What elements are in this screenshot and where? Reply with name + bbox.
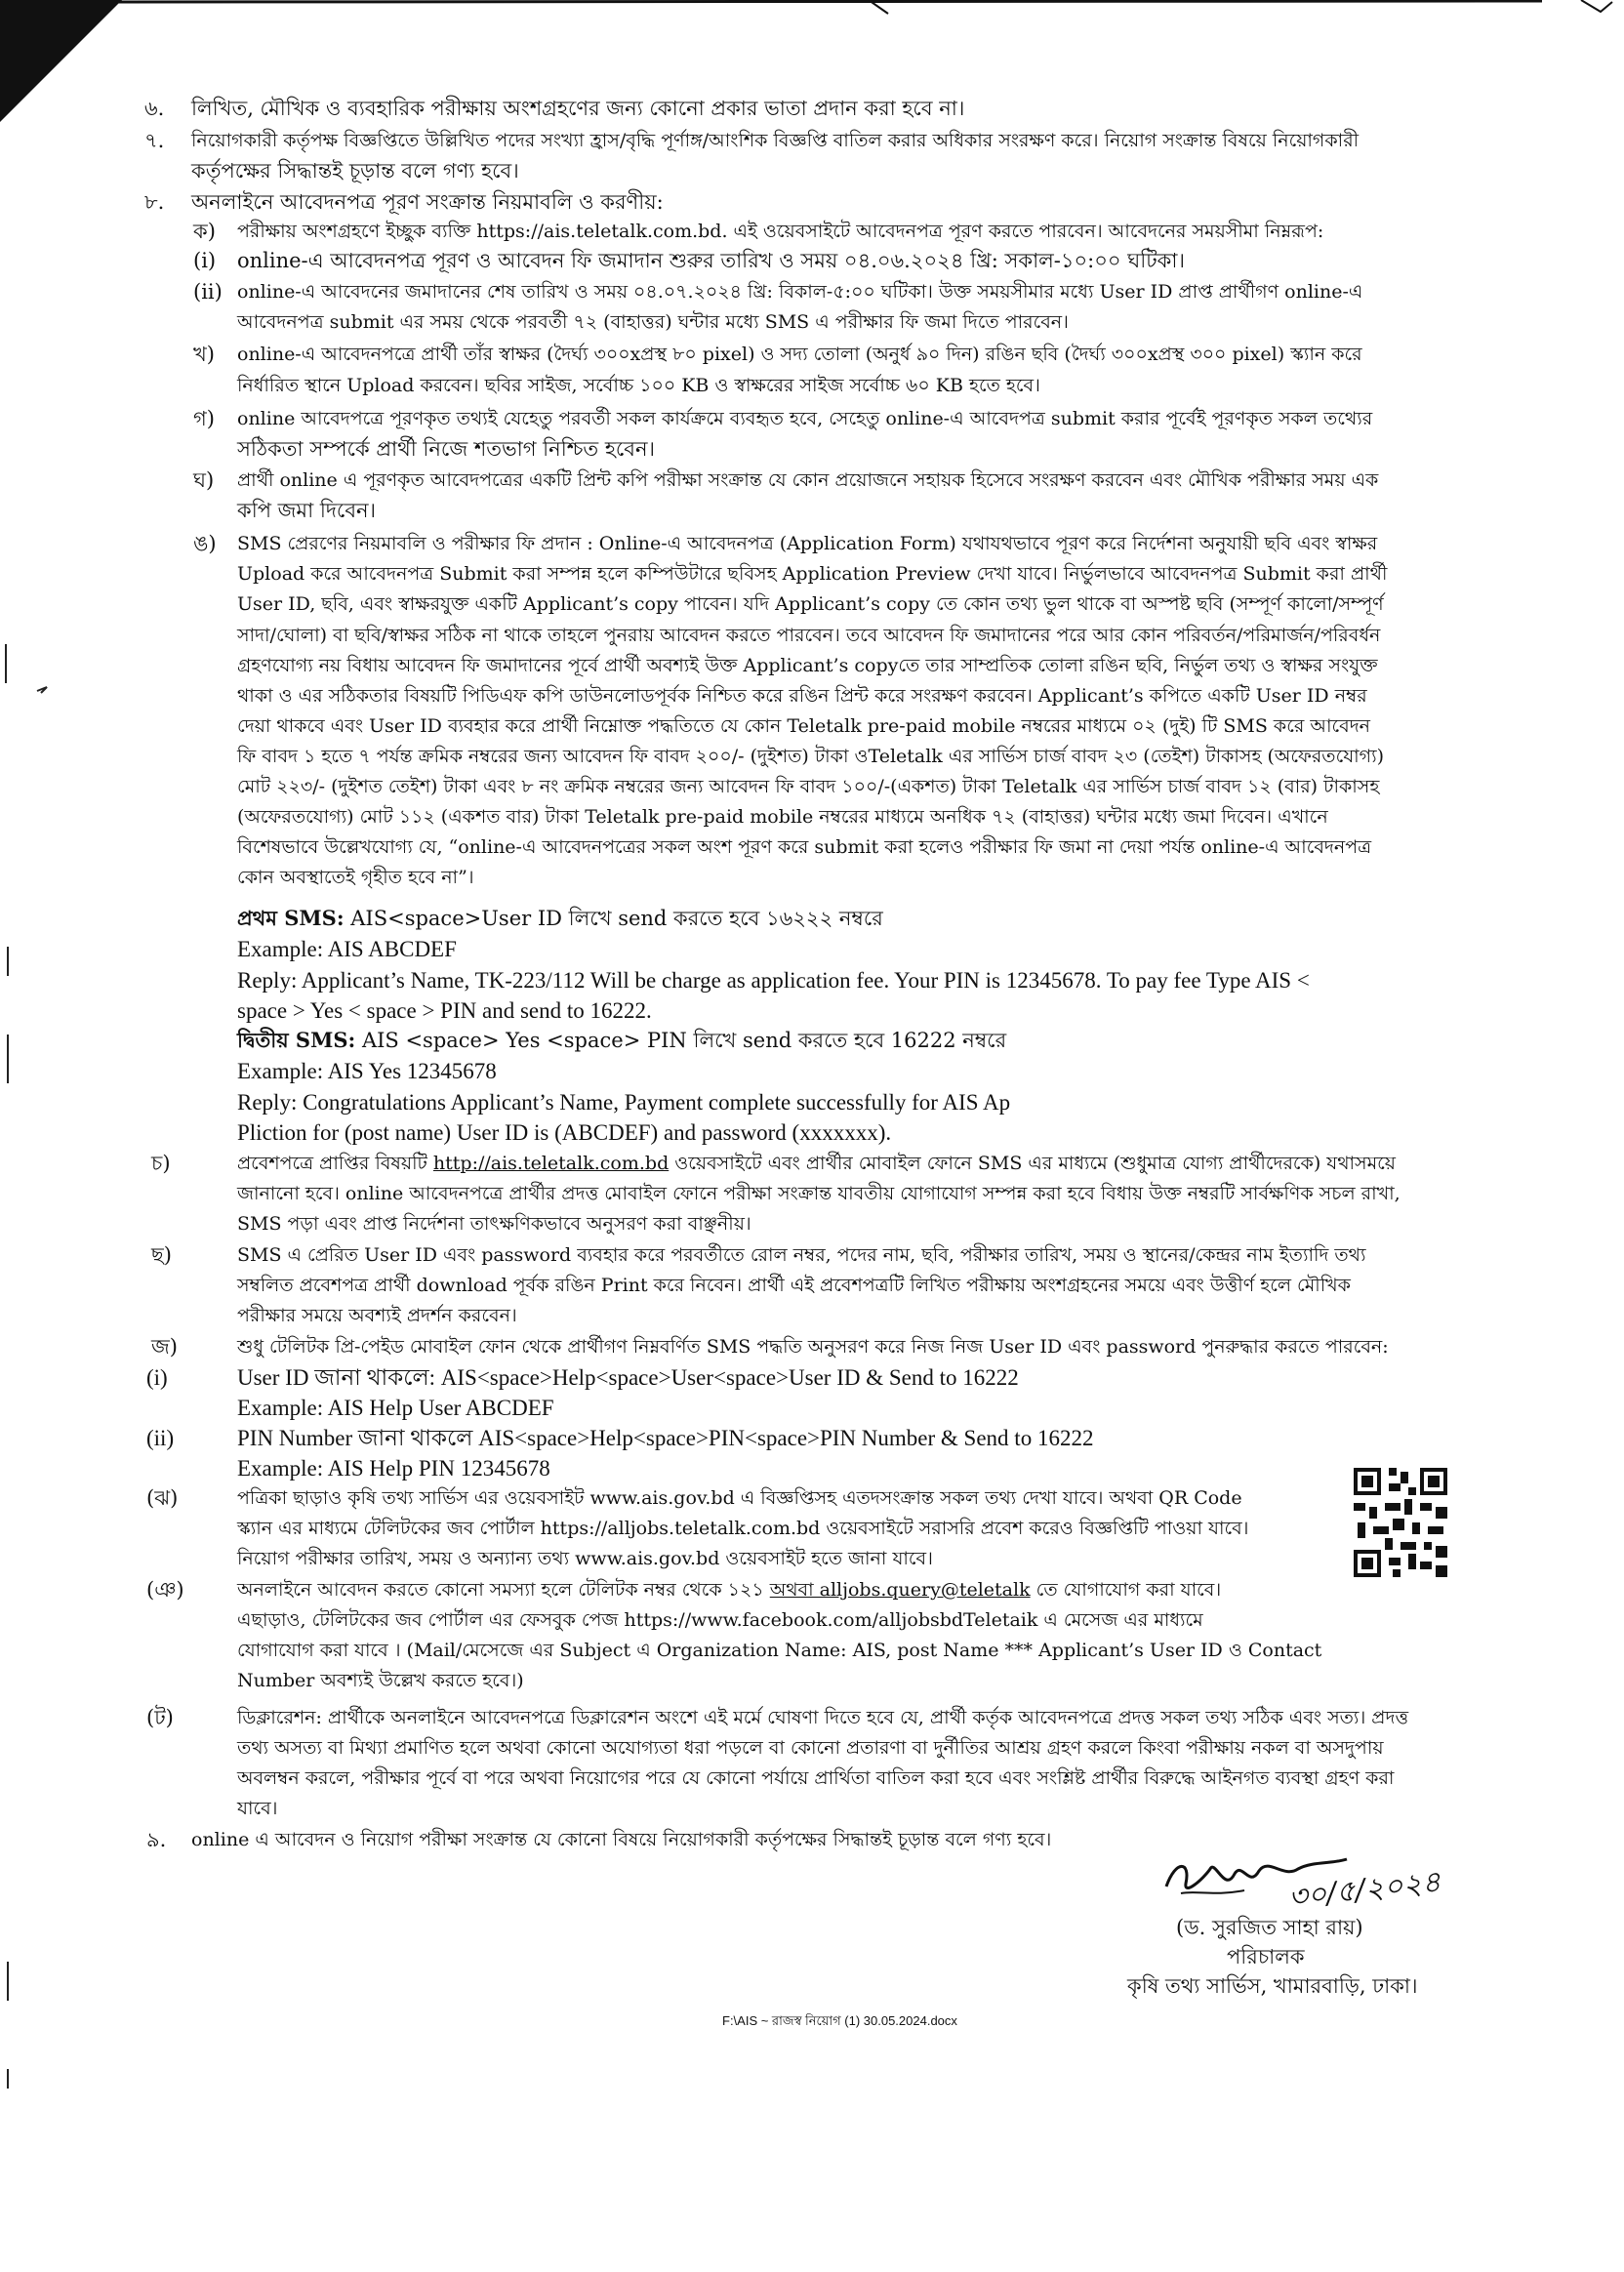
item-ja-ii-line-2: Example: AIS Help PIN 12345678 — [237, 1456, 550, 1481]
item-7-number: ৭. — [144, 129, 165, 152]
item-ka-i-text: online-এ আবেদনপত্র পূরণ ও আবেদন ফি জমাদান শুরুর তারিখ ও সময় ০৪.০৬.২০২৪ খ্রি: সকাল-১০:০০ ঘটিকা। — [237, 249, 1185, 272]
item-ka-i-number: (i) — [193, 249, 217, 272]
item-uma-line-9: মোট ২২৩/- (দুইশত তেইশ) টাকা এবং ৮ নং ক্রমিক নম্বরের জন্য আবেদন ফি বাবদ ১০০/-(একশত) টাকা Teletalk এর সার্ভিস চার্জ বাবদ ১২ (বার) টাকাসহ — [237, 776, 1380, 797]
sms-2-instruction — [237, 1025, 1006, 1056]
item-ja-ii-number: (ii) — [146, 1426, 175, 1450]
item-ta-line-4: যাবে। — [237, 1798, 278, 1819]
item-nya-line-4: Number অবশ্যই উল্লেখ করতে হবে।) — [237, 1670, 524, 1691]
item-ka-ii-number: (ii) — [193, 280, 223, 304]
scan-left-marks — [0, 625, 59, 2147]
sms-2-reply-line-2: Pliction for (post name) User ID is (ABCDEF) and password (xxxxxxx). — [237, 1120, 892, 1145]
item-6-number: ৬. — [144, 97, 165, 120]
item-ga-number: গ) — [193, 407, 215, 430]
item-uma-line-7: দেয়া থাকবে এবং User ID ব্যবহার করে প্রার্থী নিম্নোক্ত পদ্ধতিতে যে কোন Teletalk pre-paid mobile নম্বরের মাধ্যমে ০২ (দুই) টি SMS করে আবেদন — [237, 715, 1371, 737]
item-9-number: ৯. — [146, 1828, 167, 1851]
sms-1-reply-line-2: space > Yes < space > PIN and send to 16222. — [237, 998, 652, 1023]
item-uma-line-8: ফি বাবদ ১ হতে ৭ পর্যন্ত ক্রমিক নম্বরের জন্য আবেদন ফি বাবদ ২০০/- (দুইশত) টাকা ওTeletalk এর সার্ভিস চার্জ বাবদ ২৩ (তেইশ) টাকাসহ (অফেরতযোগ্য) — [237, 746, 1385, 767]
signatory-designation: পরিচালক — [1227, 1945, 1305, 1968]
item-nya-line-2: এছাড়াও, টেলিটকের জব পোর্টাল এর ফেসবুক পেজ https://www.facebook.com/alljobsbdTeletaik এ মেসেজ এর মাধ্যমে — [237, 1609, 1203, 1631]
item-ka-ii-line-2: আবেদনপত্র submit এর সময় থেকে পরবর্তী ৭২ (বাহাত্তর) ঘন্টার মধ্যে SMS এ পরীক্ষার ফি জমা দিতে পারবেন। — [237, 311, 1069, 333]
item-7-line-2: কর্তৃপক্ষের সিদ্ধান্তই চূড়ান্ত বলে গণ্য হবে। — [191, 159, 519, 183]
item-uma-line-12: কোন অবস্থাতেই গৃহীত হবে না”। — [237, 867, 474, 888]
scan-top-line — [0, 0, 1624, 20]
item-ga-line-2: সঠিকতা সম্পর্কে প্রার্থী নিজে শতভাগ নিশ্চিত হবেন। — [237, 437, 656, 461]
item-uma-line-2: Upload করে আবেদনপত্র Submit করা সম্পন্ন হলে কম্পিউটারে ছবিসহ Application Preview দেখা যাবে। নির্ভুলভাবে আবেদনপত্র Submit করা প্রার্থী — [237, 563, 1388, 585]
item-kha-line-1: online-এ আবেদনপত্রে প্রার্থী তাঁর স্বাক্ষর (দৈর্ঘ্য ৩০০xপ্রস্থ ৮০ pixel) ও সদ্য তোলা (অনুর্ধ ৯০ দিন) রঙিন ছবি (দৈর্ঘ্য ৩০০xপ্রস্থ ৩০০ pixel) স্ক্যান করে — [237, 344, 1362, 365]
item-8-number: ৮. — [144, 190, 165, 214]
alljobs-email-link[interactable]: অথবা alljobs.query@teletalk — [769, 1579, 1031, 1601]
item-gha-line-1: প্রার্থী online এ পূরণকৃত আবেদপত্রের একটি প্রিন্ট কপি পরীক্ষা সংক্রান্ত যে কোন প্রয়োজনে সহায়ক হিসেবে সংরক্ষণ করবেন এবং মৌখিক পরীক্ষার সময় এক — [237, 469, 1379, 491]
scan-corner-shadow — [0, 0, 137, 137]
item-jha-line-2: স্ক্যান এর মাধ্যমে টেলিটকের জব পোর্টাল https://alljobs.teletalk.com.bd ওয়েবসাইটে সরাসরি প্রবেশ করেও বিজ্ঞপ্তিটি পাওয়া যাবে। — [237, 1518, 1249, 1539]
item-nya-text-b: তে যোগাযোগ করা যাবে। — [1030, 1579, 1222, 1601]
item-ta-number: (ট) — [146, 1706, 174, 1729]
item-cha-line-3: SMS পড়া এবং প্রাপ্ত নির্দেশনা তাৎক্ষণিকভাবে অনুসরণ করা বাঞ্ছনীয়। — [237, 1213, 751, 1235]
item-kha-line-2: নির্ধারিত স্থানে Upload করবেন। ছবির সাইজ, সর্বোচ্চ ১০০ KB ও স্বাক্ষরের সাইজ সর্বোচ্চ ৬০ KB হতে হবে। — [237, 375, 1040, 396]
item-jha-number: (ঝ) — [146, 1486, 179, 1510]
sms-2-example: Example: AIS Yes 12345678 — [237, 1059, 497, 1083]
item-8-text: অনলাইনে আবেদনপত্র পূরণ সংক্রান্ত নিয়মাবলি ও করণীয়: — [191, 190, 664, 214]
item-ka-text: পরীক্ষায় অংশগ্রহণে ইচ্ছুক ব্যক্তি https://ais.teletalk.com.bd. এই ওয়েবসাইটে আবেদনপত্র পূরণ করতে পারবেন। আবেদনের সময়সীমা নিম্নরূপ: — [237, 221, 1324, 242]
item-gha-line-2: কপি জমা দিবেন। — [237, 499, 377, 522]
item-ka-ii-line-1: online-এ আবেদনের জমাদানের শেষ তারিখ ও সময় ০৪.০৭.২০২৪ খ্রি: বিকাল-৫:০০ ঘটিকা। উক্ত সময়সীমার মধ্যে User ID প্রাপ্ত প্রার্থীগণ online-এ — [237, 281, 1363, 303]
item-ja-i-line-2: Example: AIS Help User ABCDEF — [237, 1396, 554, 1420]
item-jha-line-1: পত্রিকা ছাড়াও কৃষি তথ্য সার্ভিস এর ওয়েবসাইট www.ais.gov.bd এ বিজ্ঞপ্তিসহ এতদসংক্রান্ত সকল তথ্য দেখা যাবে। অথবা QR Code — [237, 1487, 1242, 1509]
signatory-office: কৃষি তথ্য সার্ভিস, খামারবাড়ি, ঢাকা। — [1127, 1974, 1418, 1998]
item-chha-line-1: SMS এ প্রেরিত User ID এবং password ব্যবহার করে পরবর্তীতে রোল নম্বর, পদের নাম, ছবি, পরীক্ষার তারিখ, সময় ও স্থানের/কেন্দ্রর নাম ইত্যাদি তথ্য — [237, 1244, 1366, 1266]
item-ja-number: জ) — [151, 1335, 178, 1359]
sms-1-heading: প্রথম SMS: — [237, 906, 345, 930]
item-uma-line-4: সাদা/ঘোলা) বা ছবি/স্বাক্ষর সঠিক না থাকে তাহলে পুনরায় আবেদন করতে পারবেন। তবে আবেদন ফি জমাদানের পরে আর কোন পরিবর্তন/পরিমার্জন/পরিবর্ধন — [237, 625, 1381, 646]
sms-1-command: AIS<space>User ID লিখে send করতে হবে ১৬২২২ নম্বরে — [344, 907, 883, 930]
sms-1-reply-line-1: Reply: Applicant’s Name, TK-223/112 Will be charge as application fee. Your PIN is 12345678. To pay fee Type AIS < — [237, 968, 1310, 993]
handwritten-date: ৩০/৫/২০২৪ — [1286, 1864, 1442, 1916]
item-ga-line-1: online আবেদপত্রে পূরণকৃত তথ্যই যেহেতু পরবর্তী সকল কার্যক্রমে ব্যবহৃত হবে, সেহেতু online-এ আবেদপত্র submit করার পূর্বেই পূরণকৃত সকল তথ্যের — [237, 408, 1373, 429]
item-ja-i-line-1: User ID জানা থাকলে: AIS<space>Help<space>User<space>User ID & Send to 16222 — [237, 1365, 1019, 1390]
item-cha-line-2: জানানো হবে। online আবেদনপত্রে প্রার্থীর প্রদত্ত মোবাইল ফোনে পরীক্ষা সংক্রান্ত যাবতীয় যোগাযোগ সম্পন্ন করা হবে বিধায় উক্ত নম্বরটি সার্বক্ষণিক সচল রাখা, — [237, 1183, 1401, 1204]
item-nya-number: (ঞ) — [146, 1578, 184, 1602]
item-cha-number: চ) — [151, 1152, 171, 1175]
item-ta-line-3: অবলম্বন করলে, পরীক্ষার পূর্বে বা পরে অথবা নিয়োগের পরে যে কোনো পর্যায়ে প্রার্থিতা বাতিল করা হবে এবং সংশ্লিষ্ট প্রার্থীর বিরুদ্ধে আইনগত ব্যবস্থা গ্রহণ করা — [237, 1767, 1395, 1789]
item-gha-number: ঘ) — [193, 468, 215, 492]
item-ja-text: শুধু টেলিটক প্রি-পেইড মোবাইল ফোন থেকে প্রার্থীগণ নিম্নবর্ণিত SMS পদ্ধতি অনুসরণ করে নিজ নিজ User ID এবং password পুনরুদ্ধার করতে পারবেন: — [237, 1336, 1389, 1358]
item-kha-number: খ) — [193, 343, 215, 366]
item-uma-line-11: বিশেষভাবে উল্লেখযোগ্য যে, “online-এ আবেদনপত্রের সকল অংশ পূরণ করে submit করা হলেও পরীক্ষার ফি জমা না দেয়া পর্যন্ত online-এ আবেদনপত্র — [237, 836, 1372, 858]
item-ka-number: ক) — [193, 220, 216, 243]
item-chha-line-2: সম্বলিত প্রবেশপত্র প্রার্থী download পূর্বক রঙিন Print করে নিবেন। প্রার্থী এই প্রবেশপত্রটি লিখিত পরীক্ষায় অংশগ্রহনের সময়ে এবং উত্তীর্ণ হলে মৌখিক — [237, 1275, 1351, 1296]
sms-2-heading: দ্বিতীয় SMS: — [237, 1028, 356, 1052]
item-uma-line-1: SMS প্রেরণের নিয়মাবলি ও পরীক্ষার ফি প্রদান : Online-এ আবেদনপত্র (Application Form) যথাযথভাবে পূরণ করে নির্দেশনা অনুযায়ী ছবি এবং স্বাক্ষর — [237, 533, 1378, 554]
item-uma-line-6: থাকা ও এর সঠিকতার বিষয়টি পিডিএফ কপি ডাউনলোডপূর্বক নিশ্চিত করে রঙিন প্রিন্ট করে সংরক্ষণ করবেন। Applicant’s কপিতে একটি User ID নম্বর — [237, 685, 1367, 707]
sms-1-instruction — [237, 903, 883, 934]
footer-file-path: F:\AIS ~ রাজস্ব নিয়োগ (1) 30.05.2024.docx — [722, 2013, 957, 2028]
qr-code-icon[interactable] — [1350, 1464, 1451, 1581]
item-7-line-1: নিয়োগকারী কর্তৃপক্ষ বিজ্ঞপ্তিতে উল্লিখিত পদের সংখ্যা হ্রাস/বৃদ্ধি পূর্ণাঙ্গ/আংশিক বিজ্ঞপ্তি বাতিল করার অধিকার সংরক্ষণ করে। নিয়োগ সংক্রান্ত বিষয়ে নিয়োগকারী — [191, 130, 1360, 151]
item-6-text: লিখিত, মৌখিক ও ব্যবহারিক পরীক্ষায় অংশগ্রহণের জন্য কোনো প্রকার ভাতা প্রদান করা হবে না। — [191, 97, 965, 120]
item-cha-text-b: ওয়েবসাইটে এবং প্রার্থীর মোবাইল ফোনে SMS এর মাধ্যমে (শুধুমাত্র যোগ্য প্রার্থীদেরকে) যথাসময়ে — [669, 1153, 1396, 1174]
item-cha-line-1 — [237, 1149, 1396, 1179]
item-chha-line-3: পরীক্ষার সময়ে অবশ্যই প্রদর্শন করবেন। — [237, 1305, 517, 1326]
item-uma-number: ঙ) — [193, 532, 217, 555]
item-jha-line-3: নিয়োগ পরীক্ষার তারিখ, সময় ও অন্যান্য তথ্য www.ais.gov.bd ওয়েবসাইট হতে জানা যাবে। — [237, 1548, 933, 1569]
item-chha-number: ছ) — [151, 1243, 172, 1267]
item-ja-i-number: (i) — [146, 1365, 168, 1390]
item-ta-line-1: ডিক্লারেশন: প্রার্থীকে অনলাইনে আবেদনপত্রে ডিক্লারেশন অংশে এই মর্মে ঘোষণা দিতে হবে যে, প্রার্থী কর্তৃক আবেদনপত্রে প্রদত্ত সকল তথ্য সঠিক এবং সত্য। প্রদত্ত — [237, 1707, 1409, 1728]
item-ta-line-2: তথ্য অসত্য বা মিথ্যা প্রমাণিত হলে অথবা কোনো অযোগ্যতা ধরা পড়লে বা কোনো প্রতারণা বা দুর্নীতির আশ্রয় গ্রহণ করলে কিংবা পরীক্ষায় নকল বা অসদুপায় — [237, 1737, 1384, 1759]
item-9-text: online এ আবেদন ও নিয়োগ পরীক্ষা সংক্রান্ত যে কোনো বিষয়ে নিয়োগকারী কর্তৃপক্ষের সিদ্ধান্তই চূড়ান্ত বলে গণ্য হবে। — [191, 1829, 1052, 1850]
item-nya-line-1 — [237, 1575, 1221, 1605]
item-uma-line-10: (অফেরতযোগ্য) মোট ১১২ (একশত বার) টাকা Teletalk pre-paid mobile নম্বরের মাধ্যমে অনধিক ৭২ (বাহাত্তর) ঘন্টার মধ্যে জমা দিবেন। এখানে — [237, 806, 1328, 828]
item-ja-ii-line-1: PIN Number জানা থাকলে AIS<space>Help<space>PIN<space>PIN Number & Send to 16222 — [237, 1426, 1094, 1450]
signatory-name: (ড. সুরজিত সাহা রায়) — [1176, 1916, 1363, 1939]
item-nya-line-3: যোগাযোগ করা যাবে । (Mail/মেসেজে এর Subject এ Organization Name: AIS, post Name *** Applicant’s User ID ও Contact — [237, 1640, 1322, 1661]
sms-2-reply-line-1: Reply: Congratulations Applicant’s Name, Payment complete successfully for AIS Ap — [237, 1090, 1011, 1115]
sms-2-command: AIS <space> Yes <space> PIN লিখে send করতে হবে 16222 নম্বরে — [355, 1029, 1007, 1052]
item-nya-text-a: অনলাইনে আবেদন করতে কোনো সমস্যা হলে টেলিটক নম্বর থেকে ১২১ — [237, 1579, 770, 1601]
item-uma-line-5: গ্রহণযোগ্য নয় বিধায় আবেদন ফি জমাদানের পূর্বে প্রার্থী অবশ্যই উক্ত Applicant’s copyতে তার সাম্প্রতিক তোলা রঙিন ছবি, নির্ভুল তথ্য ও স্বাক্ষর সংযুক্ত — [237, 655, 1378, 676]
sms-1-example: Example: AIS ABCDEF — [237, 937, 457, 961]
ais-website-link[interactable]: http://ais.teletalk.com.bd — [432, 1153, 670, 1174]
item-uma-line-3: User ID, ছবি, এবং স্বাক্ষরযুক্ত একটি Applicant’s copy পাবেন। যদি Applicant’s copy তে কোন তথ্য ভুল থাকে বা অস্পষ্ট ছবি (সম্পূর্ণ কালো/সম্পূর্ণ — [237, 593, 1384, 615]
item-cha-text-a: প্রবেশপত্রে প্রাপ্তির বিষয়টি — [237, 1153, 433, 1174]
